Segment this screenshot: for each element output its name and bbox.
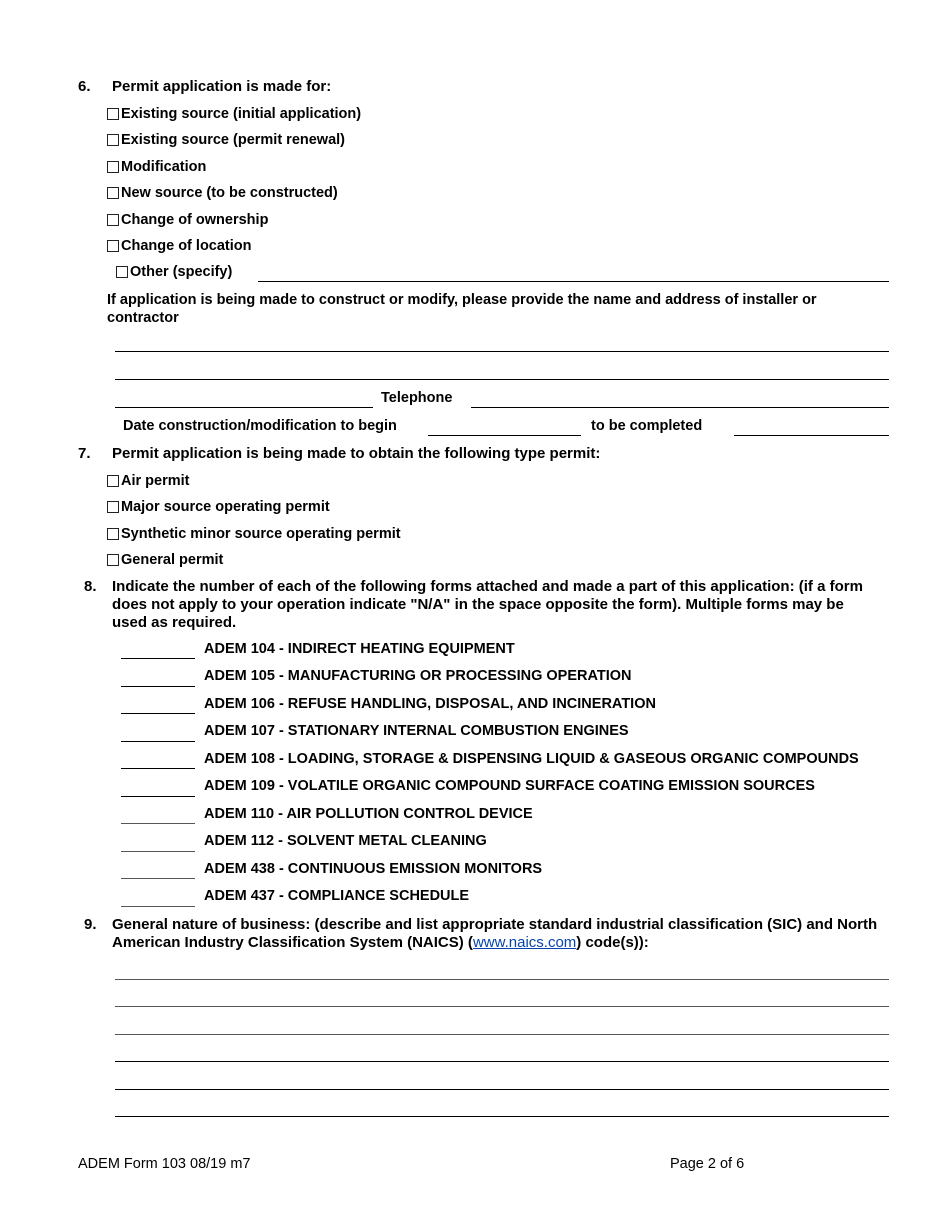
form-count-field[interactable]: [121, 823, 195, 824]
q6-option-initial[interactable]: Existing source (initial application): [107, 105, 361, 123]
naics-link[interactable]: www.naics.com: [472, 934, 577, 951]
installer-city-field[interactable]: [115, 407, 373, 408]
form-count-field[interactable]: [121, 658, 195, 659]
installer-instructions: If application is being made to construct or modify, please provide the name and address of installer or contractor: [107, 292, 817, 326]
business-description-line[interactable]: [115, 1034, 889, 1035]
telephone-field[interactable]: [471, 407, 889, 408]
q7-option-air-permit[interactable]: Air permit: [107, 472, 190, 490]
date-completed-field[interactable]: [734, 435, 889, 436]
checkbox-icon[interactable]: [107, 554, 119, 566]
q8-question: Indicate the number of each of the following forms attached and made a part of this application: (if a form does not apply to your operation indicate "N/A" in the space opposite the form). Multiple forms may be used as required.: [112, 578, 863, 631]
q6-option-other[interactable]: Other (specify): [116, 263, 232, 281]
form-105-label: ADEM 105 - MANUFACTURING OR PROCESSING OPERATION: [204, 668, 632, 684]
checkbox-icon[interactable]: [107, 501, 119, 513]
checkbox-icon[interactable]: [107, 134, 119, 146]
checkbox-icon[interactable]: [107, 240, 119, 252]
form-109-label: ADEM 109 - VOLATILE ORGANIC COMPOUND SURFACE COATING EMISSION SOURCES: [204, 778, 815, 794]
installer-name-field[interactable]: [115, 351, 889, 352]
checkbox-icon[interactable]: [107, 187, 119, 199]
installer-address-field[interactable]: [115, 379, 889, 380]
checkbox-icon[interactable]: [107, 214, 119, 226]
q6-number: 6.: [78, 78, 91, 95]
telephone-label: Telephone: [381, 390, 453, 406]
q6-option-modification[interactable]: Modification: [107, 158, 206, 176]
business-description-line[interactable]: [115, 1089, 889, 1090]
other-specify-field[interactable]: [258, 281, 889, 282]
form-106-label: ADEM 106 - REFUSE HANDLING, DISPOSAL, AND INCINERATION: [204, 696, 656, 712]
form-count-field[interactable]: [121, 906, 195, 907]
form-count-field[interactable]: [121, 713, 195, 714]
q7-question: Permit application is being made to obtain the following type permit:: [112, 445, 601, 462]
checkbox-icon[interactable]: [107, 108, 119, 120]
footer-form-id: ADEM Form 103 08/19 m7: [78, 1156, 251, 1172]
q8-number: 8.: [84, 578, 97, 595]
checkbox-icon[interactable]: [107, 528, 119, 540]
business-description-line[interactable]: [115, 1061, 889, 1062]
form-104-label: ADEM 104 - INDIRECT HEATING EQUIPMENT: [204, 641, 515, 657]
q6-option-location[interactable]: Change of location: [107, 237, 252, 255]
to-be-completed-label: to be completed: [591, 418, 703, 434]
date-begin-label: Date construction/modification to begin: [123, 418, 397, 434]
q7-option-general-permit[interactable]: General permit: [107, 551, 223, 569]
checkbox-icon[interactable]: [116, 266, 128, 278]
form-437-label: ADEM 437 - COMPLIANCE SCHEDULE: [204, 888, 470, 904]
form-110-label: ADEM 110 - AIR POLLUTION CONTROL DEVICE: [204, 806, 533, 822]
q6-option-new-source[interactable]: New source (to be constructed): [107, 184, 338, 202]
checkbox-icon[interactable]: [107, 161, 119, 173]
form-count-field[interactable]: [121, 796, 195, 797]
checkbox-icon[interactable]: [107, 475, 119, 487]
business-description-line[interactable]: [115, 1116, 889, 1117]
form-112-label: ADEM 112 - SOLVENT METAL CLEANING: [204, 833, 487, 849]
q6-option-ownership[interactable]: Change of ownership: [107, 211, 268, 229]
business-description-line[interactable]: [115, 979, 889, 980]
form-count-field[interactable]: [121, 851, 195, 852]
form-count-field[interactable]: [121, 741, 195, 742]
q7-number: 7.: [78, 445, 91, 462]
q6-option-renewal[interactable]: Existing source (permit renewal): [107, 131, 345, 149]
form-438-label: ADEM 438 - CONTINUOUS EMISSION MONITORS: [204, 861, 543, 877]
date-begin-field[interactable]: [428, 435, 581, 436]
q7-option-synthetic-minor[interactable]: Synthetic minor source operating permit: [107, 525, 401, 543]
form-108-label: ADEM 108 - LOADING, STORAGE & DISPENSING LIQUID & GASEOUS ORGANIC COMPOUNDS: [204, 751, 859, 767]
q9-number: 9.: [84, 916, 97, 933]
form-count-field[interactable]: [121, 686, 195, 687]
form-107-label: ADEM 107 - STATIONARY INTERNAL COMBUSTION ENGINES: [204, 723, 629, 739]
footer-page-number: Page 2 of 6: [670, 1156, 745, 1172]
q6-question: Permit application is made for:: [112, 78, 332, 95]
form-count-field[interactable]: [121, 878, 195, 879]
business-description-line[interactable]: [115, 1006, 889, 1007]
q9-question: General nature of business: (describe and list appropriate standard industrial classification (SIC) and North American Industry Classification System (NAICS) (www.naics.com) code(s)):: [112, 916, 878, 951]
form-count-field[interactable]: [121, 768, 195, 769]
q7-option-major-source[interactable]: Major source operating permit: [107, 498, 330, 516]
